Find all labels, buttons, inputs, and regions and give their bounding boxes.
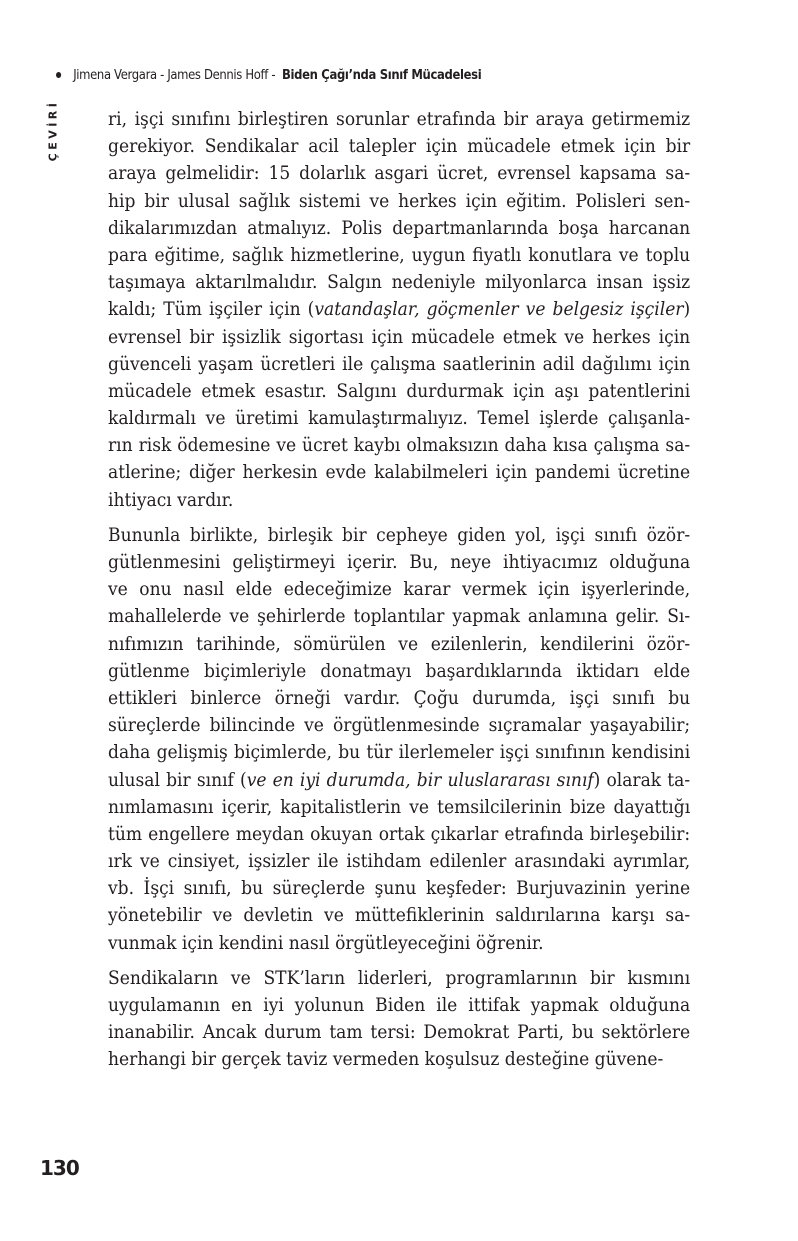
text-line (108, 296, 690, 323)
text-line: gerekiyor. Sendikalar acil talepler için mücadele etmek için bir (108, 136, 691, 158)
text-line: hip bir ulusal sağlık sistemi ve herkes için eğitim. Polisleri sen- (108, 190, 691, 212)
text-line: daha gelişmiş biçimlerde, bu tür ilerlemeler işçi sınıfının kendisini (108, 742, 691, 764)
section-label (38, 100, 68, 160)
text-segment: kaldı; Tüm işçiler için ( (108, 299, 315, 321)
text-line: gütlenmesini geliştirmeyi içerir. Bu, neye ihtiyacımız olduğuna (108, 552, 691, 573)
text-line: ri, işçi sınıfını birleştiren sorunlar etrafında bir araya getirmemiz (108, 109, 691, 130)
text-line: yönetebilir ve devletin ve müttefiklerinin saldırılarına karşı sa- (108, 905, 691, 927)
text-segment: ulusal bir sınıf ( (108, 769, 247, 791)
text-line: nıfımızın tarihinde, sömürülen ve ezilenlerin, kendilerini özör- (108, 633, 691, 655)
text-line: mahallelerde ve şehirlerde toplantılar yapmak anlamına gelir. Sı- (108, 606, 691, 628)
header-article-title: Biden Çağı’nda Sınıf Mücadelesi (282, 67, 482, 83)
text-line: ihtiyacı vardır. (108, 489, 234, 511)
text-line: taşımaya aktarılmalıdır. Salgın nedeniyle milyonlarca insan işsiz (108, 272, 691, 294)
text-line: vunmak için kendini nasıl örgütleyeceğini öğrenir. (108, 932, 544, 954)
text-line: mücadele etmek esastır. Salgını durdurmak için aşı patentlerini (108, 380, 691, 402)
text-line: inanabilir. Ancak durum tam tersi: Demokrat Parti, bu sektörlere (108, 1022, 691, 1044)
text-line: atlerine; diğer herkesin evde kalabilmeleri için pandemi ücretine (108, 462, 691, 484)
page-number: 130 (40, 1156, 79, 1180)
text-line: rın risk ödemesine ve ücret kaybı olmaksızın daha kısa çalışma sa- (108, 435, 691, 457)
text-line: araya gelmelidir: 15 dolarlık asgari ücret, evrensel kapsama sa- (108, 163, 691, 185)
running-header (56, 64, 481, 86)
paragraph (108, 965, 691, 1074)
text-line: ırk ve cinsiyet, işsizler ile istihdam edilenler arasındaki ayrımlar, (108, 851, 691, 873)
italic-text-segment: vatandaşlar, göçmenler ve belgesiz işçiler (314, 299, 684, 321)
text-line: Bununla birlikte, birleşik bir cepheye giden yol, işçi sınıfı özör- (108, 524, 691, 546)
text-line: herhangi bir gerçek taviz vermeden koşulsuz desteğine güvene- (108, 1049, 664, 1071)
section-label-text: ÇEVİRİ (46, 99, 60, 161)
text-segment: ) olarak ta- (593, 769, 691, 791)
italic-text-segment: ve en iyi durumda, bir uluslararası sınıf (246, 769, 594, 791)
text-segment: ) (683, 299, 691, 321)
text-line: para eğitime, sağlık hizmetlerine, uygun fiyatlı konutlara ve toplu (108, 244, 691, 266)
text-line (108, 767, 690, 794)
text-line: nımlamasını içerir, kapitalistlerin ve temsilcilerinin bize dayattığı (108, 796, 691, 818)
text-line: dikalarımızdan atmalıyız. Polis departmanlarında boşa harcanan (108, 217, 691, 239)
text-line: gütlenme biçimleriyle donatmayı başardıklarında iktidarı elde (108, 660, 691, 682)
text-line: tüm engellere meydan okuyan ortak çıkarlar etrafında birleşebilir: (108, 823, 691, 845)
bullet-icon (56, 72, 61, 78)
text-line: güvenceli yaşam ücretleri ile çalışma saatlerinin adil dağılımı için (108, 353, 691, 375)
article-body (108, 106, 691, 1082)
header-authors: Jimena Vergara - James Dennis Hoff - (73, 67, 276, 83)
text-line: ettikleri binlerce örneği vardır. Çoğu durumda, işçi sınıfı bu (108, 687, 691, 709)
text-line: evrensel bir işsizlik sigortası için mücadele etmek ve herkes için (108, 326, 691, 348)
text-line: kaldırmalı ve üretimi kamulaştırmalıyız. Temel işlerde çalışanla- (108, 408, 691, 430)
text-line: vb. İşçi sınıfı, bu süreçlerde şunu keşfeder: Burjuvazinin yerine (108, 878, 691, 900)
paragraph (108, 522, 691, 957)
text-line: ve onu nasıl elde edeceğimize karar vermek için işyerlerinde, (108, 579, 691, 601)
text-line: süreçlerde bilincinde ve örgütlenmesinde sıçramalar yaşayabilir; (108, 715, 691, 737)
text-line: Sendikaların ve STK’ların liderleri, programlarının bir kısmını (108, 967, 691, 989)
paragraph (108, 106, 691, 514)
text-line: uygulamanın en iyi yolunun Biden ile ittifak yapmak olduğuna (108, 995, 691, 1016)
